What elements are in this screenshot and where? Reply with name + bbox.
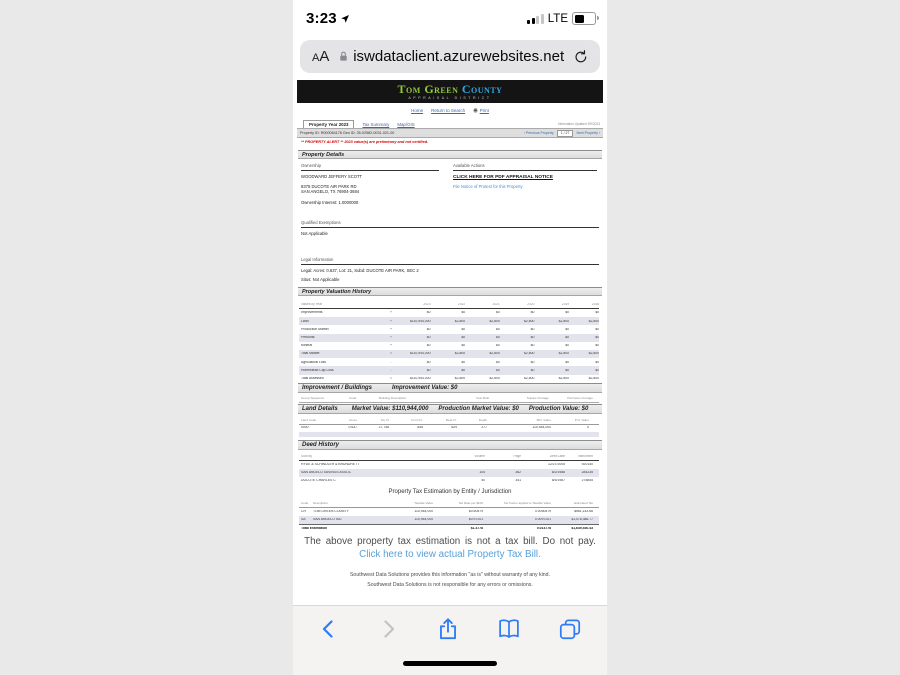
- table-cell: $0: [426, 327, 431, 331]
- column-header: 2021: [492, 302, 500, 306]
- address-bar[interactable]: [300, 40, 600, 73]
- exemptions-heading: Qualified Exemptions: [301, 220, 599, 228]
- lock-icon: [338, 50, 349, 63]
- property-id-text: Property ID: R000064178 Geo ID: 35-02582-0031-021-00: [300, 131, 395, 135]
- bookmarks-button[interactable]: [496, 616, 522, 642]
- table-cell: +: [389, 311, 392, 315]
- table-cell: $0: [565, 360, 570, 364]
- table-cell: $0: [461, 327, 466, 331]
- safari-toolbar: [293, 605, 607, 675]
- tax-total-rate: $1.4778: [470, 527, 483, 531]
- column-header: Rear Ft.: [445, 418, 457, 422]
- column-header: Page: [513, 454, 521, 458]
- page-counter: 1 / 27: [557, 130, 574, 137]
- table-cell: $0: [495, 335, 500, 339]
- improvements-table-header: [299, 395, 599, 403]
- table-cell: $0: [595, 368, 599, 372]
- owner-name: WOODWARD JEFFERY SCOTT: [301, 174, 363, 179]
- table-cell: 104: [479, 471, 485, 475]
- table-row: [299, 461, 599, 469]
- column-header: Deed Date: [549, 454, 565, 458]
- land-table-stripe: [299, 432, 599, 437]
- tab-tax-summary[interactable]: Tax Summary: [362, 121, 390, 127]
- section-property-details: [298, 150, 602, 159]
- column-header: 2023: [423, 302, 431, 306]
- section-title: Property Valuation History: [302, 288, 372, 295]
- table-cell: $2,800: [489, 376, 500, 380]
- nav-print-label: Print: [479, 107, 489, 113]
- table-cell: SAN ANGELO SAVINGS ASSOC: [301, 471, 352, 475]
- section-title: Land Details: [302, 406, 338, 412]
- column-header: Building Description: [379, 396, 407, 400]
- owner-address2: SAN ANGELO, TX 76904-3684: [301, 189, 360, 194]
- table-row: [299, 516, 599, 524]
- table-cell: $0: [595, 360, 599, 364]
- table-cell: 0.0050579: [534, 510, 551, 514]
- exemptions-value: Not Applicable: [301, 231, 328, 236]
- status-icons: [527, 12, 596, 25]
- table-cell: $2,800: [454, 319, 466, 323]
- owner-address1: 8375 DUCOTE AIR PARK RD: [301, 183, 357, 189]
- table-cell: $0: [495, 368, 500, 372]
- table-cell: $2,800: [454, 352, 466, 356]
- column-header: Front Ft.: [411, 418, 423, 422]
- column-header: Description: [313, 502, 329, 505]
- deed-table-header: [299, 453, 599, 461]
- clock-text: 3:23: [306, 10, 337, 27]
- status-time: [306, 10, 350, 27]
- table-cell: $561,143.66: [574, 510, 593, 514]
- table-cell: 40: [481, 479, 485, 483]
- table-cell: 8/4/1987: [551, 479, 565, 483]
- table-cell: 341: [515, 479, 521, 483]
- table-cell: $1,078,386.77: [571, 518, 593, 522]
- tax-estimation-title: Property Tax Estimation by Entity / Jurisdiction: [388, 489, 512, 495]
- situs-description: Situs: Not Applicable: [301, 276, 340, 282]
- table-cell: $0: [530, 311, 535, 315]
- back-button[interactable]: [317, 617, 341, 641]
- logo-tom-green: Tom Green: [397, 81, 459, 96]
- tab-property-year[interactable]: Property Year 2023: [303, 120, 354, 128]
- table-cell: -: [390, 360, 392, 364]
- table-cell: $0: [461, 360, 466, 364]
- column-header: Estimated Tax: [574, 502, 593, 505]
- property-alert-text: ** PROPERTY ALERT ** 2023 value(s) are preliminary and not certified.: [301, 140, 429, 144]
- column-header: Square Footage: [526, 396, 549, 400]
- table-cell: $0: [530, 327, 535, 331]
- table-cell: $0: [595, 344, 599, 348]
- table-cell: Agricultural Loss: [301, 360, 327, 364]
- table-cell: 362: [515, 471, 521, 475]
- table-cell: $0: [461, 368, 466, 372]
- table-cell: 0.0097201: [534, 518, 551, 522]
- table-cell: $0: [565, 368, 570, 372]
- tax-total-amount: $1,639,530.43: [571, 527, 593, 531]
- tax-total-label: Total Estimation: [301, 527, 328, 531]
- column-header: 2019: [561, 302, 570, 306]
- table-cell: $2,800: [524, 319, 535, 323]
- column-header: Year Built: [475, 396, 489, 400]
- column-header: Sold By: [301, 454, 312, 458]
- status-bar: [293, 6, 607, 32]
- column-header: Instrument: [577, 454, 593, 458]
- forward-button[interactable]: [376, 617, 400, 641]
- nav-home-link[interactable]: Home: [411, 107, 424, 113]
- table-cell: $0: [565, 327, 570, 331]
- section-valuation-history: [298, 287, 602, 296]
- table-cell: Mineral: [301, 344, 313, 348]
- table-cell: $0: [426, 368, 431, 372]
- column-header: Mkt. Value: [536, 418, 551, 422]
- tax-total-factor: 0.014778: [536, 527, 551, 531]
- table-cell: $110,944,000: [410, 319, 431, 323]
- table-cell: Total Assessed: [301, 376, 324, 380]
- table-row: [299, 477, 599, 485]
- table-cell: 110,944,000: [532, 426, 551, 430]
- table-cell: $0: [426, 360, 431, 364]
- tax-table: [299, 508, 599, 524]
- tax-table-header: [299, 500, 599, 508]
- table-row: [299, 508, 599, 516]
- table-cell: 835: [417, 426, 423, 430]
- tab-map-gis[interactable]: Map/GIS: [397, 121, 415, 127]
- table-cell: $0: [426, 344, 431, 348]
- table-cell: $2,800: [489, 319, 500, 323]
- table-row: [299, 317, 599, 325]
- available-actions-block: [453, 163, 599, 189]
- table-cell: DUCOTE CHARLES C: [301, 479, 336, 483]
- ownership-heading: Ownership: [301, 163, 439, 171]
- table-cell: $110,944,000: [410, 352, 431, 356]
- legal-description: Legal: Acres: 0.637, Lot: 21, Subd: DUCOTE AIR PARK, SEC 2: [301, 268, 419, 273]
- table-row: [299, 309, 599, 317]
- table-cell: Production Market: [301, 327, 329, 331]
- table-cell: $0: [565, 344, 570, 348]
- pdf-appraisal-notice-link[interactable]: CLICK HERE FOR PDF APPRAISAL NOTICE: [453, 175, 553, 180]
- table-cell: 0: [587, 426, 589, 430]
- column-header: Taxable Value: [414, 502, 433, 505]
- share-button[interactable]: [435, 616, 461, 642]
- table-cell: 0000: [301, 426, 309, 430]
- table-cell: $0: [565, 311, 570, 315]
- home-indicator[interactable]: [403, 661, 497, 666]
- section-deed-history: [298, 440, 602, 450]
- table-row: [299, 334, 599, 342]
- table-cell: 829: [451, 426, 457, 430]
- previous-property-link[interactable]: ‹ Previous Property: [523, 131, 554, 135]
- table-cell: =: [389, 376, 392, 380]
- property-id-bar: [297, 128, 603, 138]
- table-cell: +: [389, 319, 392, 323]
- table-row: [299, 350, 599, 358]
- logo-county: County: [461, 81, 503, 96]
- safari-viewport: [293, 0, 607, 675]
- column-header: Code: [301, 502, 309, 505]
- table-cell: SAN ANGELO ISD: [313, 518, 342, 522]
- table-cell: 920140: [581, 463, 593, 467]
- land-production-value-label: Production Value: $0: [528, 406, 589, 412]
- ownership-interest: Ownership Interest: 1.0000000: [301, 199, 359, 205]
- column-header: 2022: [458, 302, 466, 306]
- column-header: Tax Rate per $100: [458, 502, 483, 505]
- file-protest-link[interactable]: File Notice of Protest for this Property: [453, 184, 523, 189]
- section-land-details: [298, 404, 602, 414]
- column-header: Tax Factor applied to Taxable Value: [503, 502, 551, 505]
- table-cell: $0.50579: [468, 510, 483, 514]
- table-cell: CR: [301, 510, 306, 514]
- table-row: [299, 358, 599, 366]
- table-cell: Total Market: [301, 352, 320, 356]
- column-header: Code: [349, 396, 357, 400]
- table-cell: $2,800: [588, 319, 599, 323]
- tax-total-row: [299, 524, 599, 533]
- table-cell: $2,800: [588, 376, 599, 380]
- web-content: [293, 80, 607, 605]
- land-market-value-label: Market Value: $110,944,000: [351, 406, 429, 412]
- table-cell: 284235: [581, 471, 593, 475]
- logo-subtitle: APPRAISAL DISTRICT: [408, 95, 492, 100]
- table-cell: +: [389, 327, 392, 331]
- not-a-tax-bill-notice: The above property tax estimation is not a tax bill. Do not pay.: [304, 536, 596, 547]
- table-cell: $2,800: [454, 376, 466, 380]
- table-cell: $2,800: [558, 319, 570, 323]
- land-production-market-label: Production Market Value: $0: [438, 406, 519, 412]
- table-cell: $0: [595, 335, 599, 339]
- table-cell: 110,944,000: [414, 510, 433, 514]
- table-cell: $0: [530, 368, 535, 372]
- tabs-button[interactable]: [557, 616, 583, 642]
- column-header: 2018: [591, 302, 599, 306]
- improvement-value-label: Improvement Value: $0: [392, 385, 458, 391]
- info-updated-label: Information Updated 9/9/2023: [557, 122, 600, 126]
- table-cell: $2,800: [524, 376, 535, 380]
- next-property-link[interactable]: Next Property ›: [576, 131, 600, 135]
- table-cell: $0: [461, 311, 466, 315]
- signal-strength-icon: [527, 13, 544, 24]
- table-cell: TOM GREEN COUNTY: [313, 510, 349, 514]
- available-actions-heading: Available Actions: [453, 163, 597, 171]
- column-header: 2020: [527, 302, 535, 306]
- table-cell: $0: [495, 360, 500, 364]
- table-row: [299, 325, 599, 333]
- table-cell: +: [389, 344, 392, 348]
- section-title: Deed History: [302, 442, 340, 448]
- column-header: Land Code: [301, 418, 317, 422]
- column-header: Group Sequence: [301, 396, 325, 400]
- column-header: Values by Year: [301, 302, 323, 306]
- table-cell: $2,800: [489, 352, 500, 356]
- table-cell: $2,800: [588, 352, 599, 356]
- table-cell: 0.637: [348, 426, 357, 430]
- site-nav: [293, 106, 607, 114]
- table-row: [299, 469, 599, 477]
- property-pager: [524, 130, 600, 137]
- location-arrow-icon: [340, 14, 350, 24]
- site-logo-banner: [297, 80, 603, 103]
- table-row: [299, 375, 599, 383]
- valuation-table: [299, 309, 599, 383]
- disclaimer-line2: Southwest Data Solutions is not responsible for any errors or omissions.: [367, 582, 533, 588]
- table-cell: Homestead Cap Loss: [301, 368, 334, 372]
- table-cell: =: [389, 352, 392, 356]
- table-cell: 27,748: [378, 426, 389, 430]
- table-cell: $0: [530, 360, 535, 364]
- nav-return-to-search-link[interactable]: Return to Search: [431, 107, 466, 113]
- table-cell: +: [389, 335, 392, 339]
- table-row: [299, 342, 599, 350]
- network-type-label: LTE: [547, 12, 568, 25]
- table-cell: $0: [495, 311, 500, 315]
- table-cell: 12/27/2005: [548, 463, 565, 467]
- text-size-large-a: A: [319, 47, 330, 65]
- reload-button[interactable]: [573, 49, 589, 65]
- table-cell: $0: [495, 344, 500, 348]
- table-cell: HYDE & SCHINDLER & BRUNDRETT: [301, 463, 360, 467]
- column-header: Prd. Value: [574, 418, 589, 422]
- text-size-small-a: A: [312, 51, 320, 64]
- battery-icon: [572, 12, 596, 25]
- table-cell: $0: [426, 311, 431, 315]
- url-text: iswdataclient.azurewebsites.net: [353, 48, 565, 65]
- table-cell: Personal: [301, 335, 315, 339]
- table-cell: 277: [481, 426, 487, 430]
- column-header: Sq. Ft: [380, 418, 389, 422]
- table-cell: $0: [461, 344, 466, 348]
- deed-table: [299, 461, 599, 485]
- printer-icon: [473, 108, 478, 113]
- section-title: Improvement / Buildings: [302, 385, 373, 391]
- reload-icon: [573, 49, 589, 65]
- table-cell: $2,800: [558, 352, 570, 356]
- table-cell: $0: [495, 327, 500, 331]
- table-cell: $2,800: [558, 376, 570, 380]
- table-cell: 8/2/1988: [551, 471, 565, 475]
- legal-heading: Legal Information: [301, 257, 599, 265]
- column-header: Acres: [349, 418, 357, 422]
- table-cell: -: [390, 368, 392, 372]
- disclaimer-line1: Southwest Data Solutions provides this information "as is" without warranty of any kind.: [349, 572, 551, 578]
- table-cell: Improvements: [301, 311, 323, 315]
- table-cell: $0: [565, 335, 570, 339]
- site-logo-text: [398, 83, 503, 95]
- table-cell: $2,800: [524, 352, 535, 356]
- ownership-block: [301, 163, 441, 205]
- text-size-button[interactable]: [312, 48, 329, 66]
- column-header: Depth: [478, 418, 487, 422]
- table-cell: $0: [461, 335, 466, 339]
- section-title: Property Details: [302, 151, 345, 158]
- table-cell: $0: [530, 344, 535, 348]
- table-row: [299, 366, 599, 374]
- section-improvements: [298, 383, 602, 393]
- legal-information-block: [301, 257, 599, 282]
- table-cell: $110,944,000: [410, 376, 431, 380]
- column-header: Perimeter Footage: [567, 396, 593, 400]
- url-display[interactable]: [329, 48, 573, 65]
- view-tax-bill-link[interactable]: Click here to view actual Property Tax Bill.: [359, 549, 541, 560]
- valuation-table-header: [299, 301, 599, 309]
- table-cell: 110,944,000: [414, 518, 433, 522]
- table-cell: Land: [301, 319, 309, 323]
- table-cell: $0: [595, 327, 599, 331]
- table-cell: SA: [301, 518, 306, 522]
- table-cell: $0: [530, 335, 535, 339]
- table-cell: $0: [595, 311, 599, 315]
- qualified-exemptions-block: [301, 220, 599, 237]
- table-cell: $0.97201: [468, 518, 483, 522]
- column-header: Volume: [474, 454, 485, 458]
- table-cell: $0: [426, 335, 431, 339]
- table-cell: 278845: [581, 479, 593, 483]
- nav-print-link[interactable]: [473, 108, 489, 113]
